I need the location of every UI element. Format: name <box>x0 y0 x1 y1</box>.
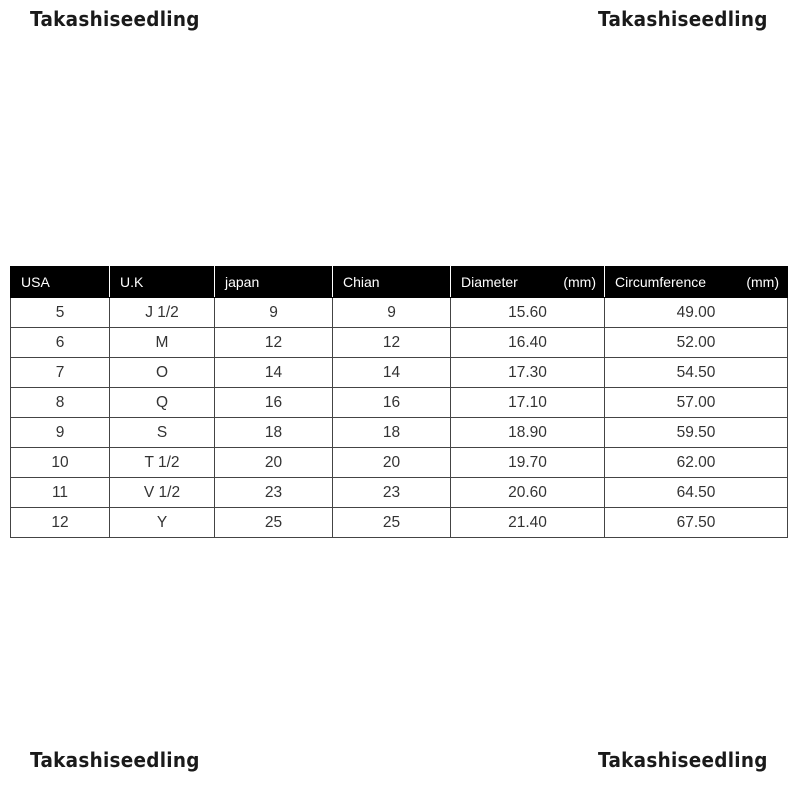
cell-japan: 25 <box>215 508 333 538</box>
cell-diameter: 19.70 <box>451 448 605 478</box>
cell-circumference: 67.50 <box>605 508 788 538</box>
cell-usa: 11 <box>11 478 110 508</box>
cell-china: 9 <box>333 298 451 328</box>
cell-usa: 6 <box>11 328 110 358</box>
cell-china: 18 <box>333 418 451 448</box>
cell-japan: 16 <box>215 388 333 418</box>
cell-uk: V 1/2 <box>110 478 215 508</box>
table-row <box>11 328 788 358</box>
header-circumference-label: Circumference <box>615 274 707 290</box>
cell-china: 23 <box>333 478 451 508</box>
header-diameter-unit: (mm) <box>563 274 596 290</box>
cell-uk: T 1/2 <box>110 448 215 478</box>
cell-diameter: 15.60 <box>451 298 605 328</box>
watermark-top-right: Takashiseedling <box>598 7 768 31</box>
cell-japan: 9 <box>215 298 333 328</box>
cell-uk: M <box>110 328 215 358</box>
header-uk: U.K <box>110 267 215 298</box>
cell-uk: Q <box>110 388 215 418</box>
cell-circumference: 52.00 <box>605 328 788 358</box>
table-body <box>11 298 788 538</box>
cell-circumference: 57.00 <box>605 388 788 418</box>
cell-china: 16 <box>333 388 451 418</box>
cell-diameter: 20.60 <box>451 478 605 508</box>
cell-usa: 12 <box>11 508 110 538</box>
cell-china: 12 <box>333 328 451 358</box>
cell-usa: 9 <box>11 418 110 448</box>
header-circumference-unit: (mm) <box>746 274 779 290</box>
cell-uk: O <box>110 358 215 388</box>
cell-diameter: 18.90 <box>451 418 605 448</box>
cell-china: 14 <box>333 358 451 388</box>
header-china: Chian <box>333 267 451 298</box>
cell-uk: J 1/2 <box>110 298 215 328</box>
header-diameter-label: Diameter <box>461 274 518 290</box>
cell-japan: 20 <box>215 448 333 478</box>
cell-uk: Y <box>110 508 215 538</box>
cell-japan: 23 <box>215 478 333 508</box>
watermark-bottom-right: Takashiseedling <box>598 748 768 772</box>
header-japan: japan <box>215 267 333 298</box>
cell-usa: 8 <box>11 388 110 418</box>
cell-circumference: 49.00 <box>605 298 788 328</box>
cell-japan: 18 <box>215 418 333 448</box>
cell-circumference: 59.50 <box>605 418 788 448</box>
table-row <box>11 418 788 448</box>
cell-circumference: 54.50 <box>605 358 788 388</box>
cell-china: 20 <box>333 448 451 478</box>
cell-circumference: 64.50 <box>605 478 788 508</box>
table-row <box>11 358 788 388</box>
cell-diameter: 16.40 <box>451 328 605 358</box>
cell-usa: 10 <box>11 448 110 478</box>
table-row <box>11 508 788 538</box>
cell-diameter: 17.10 <box>451 388 605 418</box>
cell-diameter: 21.40 <box>451 508 605 538</box>
cell-japan: 12 <box>215 328 333 358</box>
table-row <box>11 298 788 328</box>
ring-size-table <box>10 266 788 538</box>
header-diameter <box>451 267 605 298</box>
cell-japan: 14 <box>215 358 333 388</box>
cell-uk: S <box>110 418 215 448</box>
table-row <box>11 478 788 508</box>
table-row <box>11 388 788 418</box>
cell-diameter: 17.30 <box>451 358 605 388</box>
cell-china: 25 <box>333 508 451 538</box>
header-circumference <box>605 267 788 298</box>
header-usa: USA <box>11 267 110 298</box>
watermark-top-left: Takashiseedling <box>30 7 200 31</box>
table-row <box>11 448 788 478</box>
cell-usa: 5 <box>11 298 110 328</box>
cell-usa: 7 <box>11 358 110 388</box>
cell-circumference: 62.00 <box>605 448 788 478</box>
table-header-row <box>11 267 788 298</box>
watermark-bottom-left: Takashiseedling <box>30 748 200 772</box>
